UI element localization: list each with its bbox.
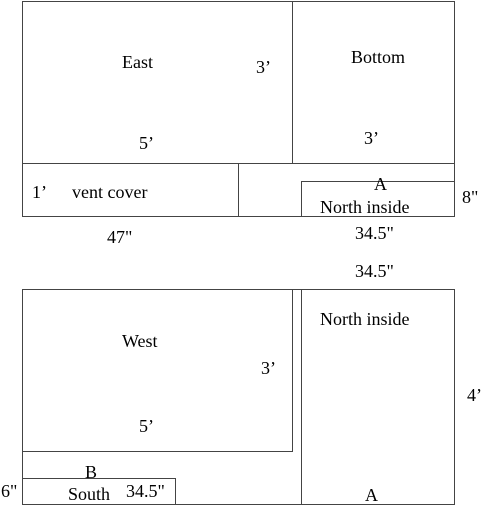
north-height-label: 4’ bbox=[467, 385, 482, 405]
strip-height-label: 8" bbox=[462, 187, 479, 207]
vent-height-label: 1’ bbox=[32, 182, 47, 202]
top-layout bbox=[23, 2, 479, 248]
bottom-label: Bottom bbox=[351, 47, 406, 67]
bottom-width-label: 3’ bbox=[364, 128, 379, 148]
east-width-label: 5’ bbox=[139, 133, 154, 153]
total-width-label: 47" bbox=[107, 227, 133, 247]
bottom-layout bbox=[1, 261, 482, 505]
east-panel bbox=[23, 2, 293, 164]
east-height-label: 3’ bbox=[256, 57, 271, 77]
west-panel bbox=[23, 290, 293, 452]
north-inside-bottom-label: North inside bbox=[320, 309, 410, 329]
south-width-label: 34.5" bbox=[126, 481, 165, 501]
north-width-top-label: 34.5" bbox=[355, 223, 394, 243]
south-label: South bbox=[68, 484, 111, 504]
north-inside-top-label: North inside bbox=[320, 197, 410, 217]
west-height-label: 3’ bbox=[261, 358, 276, 378]
west-width-label: 5’ bbox=[139, 416, 154, 436]
west-label: West bbox=[122, 331, 158, 351]
north-width-bottom-label: 34.5" bbox=[355, 261, 394, 281]
point-a-top-label: A bbox=[374, 174, 387, 194]
east-label: East bbox=[122, 52, 153, 72]
vent-cover-label: vent cover bbox=[72, 182, 148, 202]
point-a-bottom-label: A bbox=[365, 485, 378, 505]
point-b-label: B bbox=[85, 462, 98, 482]
south-height-label: 6" bbox=[1, 481, 18, 501]
